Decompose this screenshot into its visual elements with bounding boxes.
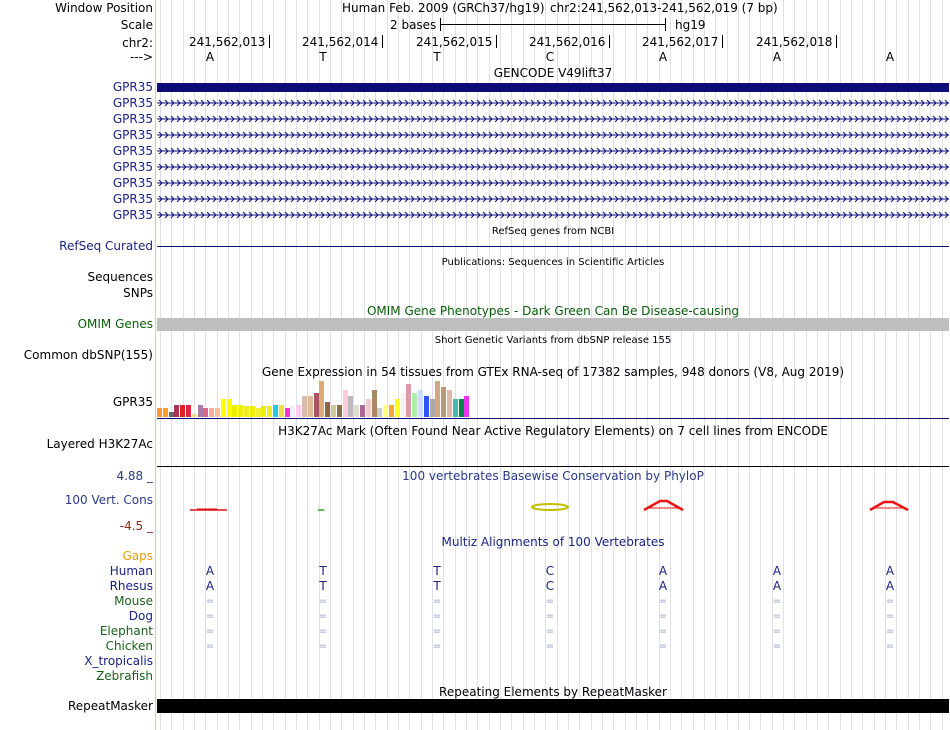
- multiz-species-label[interactable]: Rhesus: [109, 579, 153, 593]
- gtex-tissue-bar[interactable]: [383, 405, 388, 417]
- multiz-base: A: [885, 564, 895, 578]
- gencode-intron-row[interactable]: [157, 146, 949, 156]
- multiz-base: =: [545, 626, 555, 637]
- ruler-coordinate: 241,562,014: [302, 35, 379, 49]
- refseq-gene-line[interactable]: [157, 246, 949, 247]
- ruler-tick: [836, 35, 837, 48]
- gencode-exon-bar[interactable]: [157, 83, 949, 92]
- multiz-base: A: [772, 564, 782, 578]
- multiz-base: T: [433, 564, 441, 578]
- dna-base: C: [545, 50, 555, 64]
- dbsnp-track-label[interactable]: Common dbSNP(155): [23, 348, 153, 362]
- gtex-tissue-bar[interactable]: [360, 405, 365, 417]
- gtex-tissue-bar[interactable]: [180, 405, 185, 417]
- gtex-tissue-bar[interactable]: [453, 399, 458, 417]
- scale-bar-right-end: [665, 18, 666, 31]
- gencode-intron-row[interactable]: [157, 114, 949, 124]
- gencode-intron-row[interactable]: [157, 130, 949, 140]
- ruler-coordinate: 241,562,015: [416, 35, 493, 49]
- multiz-species-label[interactable]: Elephant: [99, 624, 153, 638]
- gtex-tissue-bar[interactable]: [447, 390, 452, 417]
- multiz-species-label[interactable]: Zebrafish: [96, 669, 153, 683]
- repeatmasker-track-label[interactable]: RepeatMasker: [67, 699, 153, 713]
- gtex-tissue-bar[interactable]: [261, 406, 266, 417]
- multiz-base: =: [772, 626, 782, 637]
- gtex-tissue-bar[interactable]: [337, 405, 342, 417]
- multiz-base: =: [205, 596, 215, 607]
- gtex-tissue-bar[interactable]: [273, 405, 278, 417]
- gtex-tissue-bar[interactable]: [325, 402, 330, 417]
- multiz-base: =: [432, 596, 442, 607]
- multiz-base: =: [318, 641, 328, 652]
- multiz-base: =: [318, 626, 328, 637]
- multiz-base: A: [658, 564, 668, 578]
- phylop-track-title: 100 vertebrates Basewise Conservation by PhyloP: [402, 469, 704, 483]
- omim-track-label[interactable]: OMIM Genes: [77, 317, 153, 331]
- gtex-tissue-bar[interactable]: [192, 414, 197, 417]
- multiz-base: T: [319, 579, 327, 593]
- gtex-tissue-bar[interactable]: [354, 405, 359, 417]
- multiz-base: T: [433, 579, 441, 593]
- ruler-tick: [269, 35, 270, 48]
- strand-label[interactable]: --->: [129, 50, 153, 64]
- dna-base: A: [205, 50, 215, 64]
- gtex-gene-line: [157, 418, 949, 419]
- gencode-intron-row[interactable]: [157, 210, 949, 220]
- multiz-base: =: [658, 611, 668, 622]
- gtex-tissue-bar[interactable]: [424, 396, 429, 417]
- multiz-base: A: [772, 579, 782, 593]
- gtex-tissue-bar[interactable]: [209, 408, 214, 417]
- publications-sequences-label[interactable]: Sequences: [87, 270, 153, 284]
- gtex-tissue-bar[interactable]: [377, 408, 382, 417]
- dna-base: A: [772, 50, 782, 64]
- multiz-base: =: [432, 611, 442, 622]
- gencode-gene-label[interactable]: GPR35: [112, 128, 153, 142]
- publications-snps-label[interactable]: SNPs: [123, 286, 153, 300]
- gencode-intron-row[interactable]: [157, 98, 949, 108]
- chromosome-label: chr2:: [122, 36, 153, 50]
- gencode-gene-label[interactable]: GPR35: [112, 160, 153, 174]
- multiz-species-label[interactable]: X_tropicalis: [84, 654, 153, 668]
- multiz-base: =: [205, 611, 215, 622]
- gtex-tissue-bar[interactable]: [238, 405, 243, 417]
- multiz-base: =: [318, 611, 328, 622]
- multiz-base: =: [772, 596, 782, 607]
- gencode-gene-label[interactable]: GPR35: [112, 176, 153, 190]
- ruler-coordinate: 241,562,018: [756, 35, 833, 49]
- gtex-tissue-bar[interactable]: [418, 390, 423, 417]
- gtex-tissue-bar[interactable]: [157, 408, 162, 417]
- gtex-tissue-bar[interactable]: [267, 406, 272, 417]
- h3k27ac-track-title: H3K27Ac Mark (Often Found Near Active Regulatory Elements) on 7 cell lines from ENCODE: [278, 424, 828, 438]
- phylop-mark-4: [644, 501, 683, 510]
- refseq-track-label[interactable]: RefSeq Curated: [59, 239, 153, 253]
- gtex-tissue-bar[interactable]: [232, 405, 237, 417]
- scale-bar: [440, 24, 666, 25]
- multiz-base: A: [885, 579, 895, 593]
- omim-track-title: OMIM Gene Phenotypes - Dark Green Can Be Disease-causing: [366, 304, 740, 318]
- gtex-tissue-bar[interactable]: [203, 408, 208, 417]
- dna-base: A: [658, 50, 668, 64]
- phylop-mark-5: [870, 502, 908, 510]
- multiz-base: =: [772, 641, 782, 652]
- multiz-base: A: [205, 564, 215, 578]
- gtex-tissue-bar[interactable]: [366, 399, 371, 417]
- multiz-base: C: [545, 579, 555, 593]
- gencode-intron-row[interactable]: [157, 194, 949, 204]
- phylop-max-value: 4.88 _: [116, 469, 153, 483]
- gencode-gene-label[interactable]: GPR35: [112, 208, 153, 222]
- dna-base: A: [885, 50, 895, 64]
- ruler-tick: [496, 35, 497, 48]
- gtex-tissue-bar[interactable]: [221, 399, 226, 417]
- gtex-tissue-bar[interactable]: [302, 396, 307, 417]
- ruler-coordinate: 241,562,013: [189, 35, 266, 49]
- phylop-track-label[interactable]: 100 Vert. Cons: [64, 493, 153, 507]
- multiz-species-label[interactable]: Mouse: [114, 594, 153, 608]
- multiz-species-label[interactable]: Dog: [128, 609, 153, 623]
- multiz-base: =: [658, 641, 668, 652]
- phylop-conservation-plot[interactable]: [157, 490, 949, 520]
- multiz-base: =: [885, 611, 895, 622]
- gencode-gene-label[interactable]: GPR35: [112, 192, 153, 206]
- scale-bar-left-end: [440, 18, 441, 31]
- gtex-tissue-bar[interactable]: [464, 396, 469, 417]
- gtex-tissue-bar[interactable]: [308, 396, 313, 417]
- dna-base: T: [433, 50, 441, 64]
- position-readout[interactable]: chr2:241,562,013-241,562,019 (7 bp): [550, 1, 778, 15]
- gencode-intron-row[interactable]: [157, 178, 949, 188]
- omim-feature-bar[interactable]: [157, 318, 949, 331]
- scale-label: Scale: [120, 18, 153, 32]
- multiz-base: =: [432, 626, 442, 637]
- gtex-tissue-bar[interactable]: [395, 399, 400, 417]
- multiz-base: A: [205, 579, 215, 593]
- gencode-gene-label[interactable]: GPR35: [112, 112, 153, 126]
- multiz-base: =: [205, 641, 215, 652]
- gencode-gene-label[interactable]: GPR35: [112, 80, 153, 94]
- gtex-tissue-bar[interactable]: [406, 384, 411, 417]
- gtex-tissue-bar[interactable]: [163, 408, 168, 417]
- gtex-track-label[interactable]: GPR35: [112, 395, 153, 409]
- gtex-tissue-bar[interactable]: [215, 408, 220, 417]
- multiz-base: =: [658, 596, 668, 607]
- multiz-gaps-label[interactable]: Gaps: [122, 549, 153, 563]
- h3k27ac-baseline: [157, 466, 949, 467]
- phylop-min-value: -4.5 _: [119, 519, 153, 533]
- gtex-tissue-bar[interactable]: [186, 405, 191, 417]
- multiz-base: =: [772, 611, 782, 622]
- multiz-base: =: [658, 626, 668, 637]
- multiz-base: =: [885, 641, 895, 652]
- ruler-coordinate: 241,562,016: [529, 35, 606, 49]
- gtex-track-title: Gene Expression in 54 tissues from GTEx RNA-seq of 17382 samples, 948 donors (V8, Aug 2019): [261, 365, 845, 379]
- repeatmasker-element-bar[interactable]: [157, 699, 949, 713]
- gtex-tissue-bar[interactable]: [412, 393, 417, 417]
- multiz-base: =: [432, 641, 442, 652]
- multiz-base: =: [205, 626, 215, 637]
- gtex-tissue-bar[interactable]: [319, 381, 324, 417]
- repeatmasker-track-title: Repeating Elements by RepeatMasker: [439, 685, 667, 699]
- gtex-tissue-bar[interactable]: [348, 396, 353, 417]
- window-position-label: Window Position: [55, 1, 153, 15]
- gencode-track-title: GENCODE V49lift37: [493, 66, 613, 80]
- multiz-species-label[interactable]: Chicken: [105, 639, 153, 653]
- multiz-base: =: [545, 611, 555, 622]
- scale-db: hg19: [675, 18, 706, 32]
- gencode-intron-row[interactable]: [157, 162, 949, 172]
- multiz-base: =: [318, 596, 328, 607]
- ruler-tick: [722, 35, 723, 48]
- phylop-mark-3: [532, 504, 568, 510]
- multiz-base: =: [545, 596, 555, 607]
- gtex-tissue-bar[interactable]: [435, 381, 440, 417]
- dna-base: T: [319, 50, 327, 64]
- ruler-tick: [382, 35, 383, 48]
- dbsnp-track-title: Short Genetic Variants from dbSNP release 155: [434, 335, 672, 346]
- multiz-species-label[interactable]: Human: [109, 564, 153, 578]
- assembly-title: Human Feb. 2009 (GRCh37/hg19): [342, 1, 545, 15]
- gencode-gene-label[interactable]: GPR35: [112, 96, 153, 110]
- gtex-tissue-bar[interactable]: [244, 406, 249, 417]
- multiz-base: =: [885, 626, 895, 637]
- multiz-base: C: [545, 564, 555, 578]
- gtex-tissue-bar[interactable]: [250, 406, 255, 417]
- h3k27ac-track-label[interactable]: Layered H3K27Ac: [46, 437, 153, 451]
- ruler-tick: [609, 35, 610, 48]
- multiz-base: =: [885, 596, 895, 607]
- scale-text: 2 bases: [390, 18, 437, 32]
- gencode-gene-label[interactable]: GPR35: [112, 144, 153, 158]
- gtex-tissue-bar[interactable]: [279, 405, 284, 417]
- multiz-base: T: [319, 564, 327, 578]
- gtex-tissue-bar[interactable]: [296, 405, 301, 417]
- gtex-tissue-bar[interactable]: [331, 405, 336, 417]
- gtex-tissue-bar[interactable]: [290, 406, 295, 417]
- gtex-tissue-bar[interactable]: [441, 387, 446, 417]
- multiz-base: A: [658, 579, 668, 593]
- refseq-track-title: RefSeq genes from NCBI: [491, 226, 615, 237]
- label-separator: [155, 0, 156, 730]
- multiz-base: =: [545, 641, 555, 652]
- multiz-track-title: Multiz Alignments of 100 Vertebrates: [441, 535, 665, 549]
- ruler-coordinate: 241,562,017: [642, 35, 719, 49]
- gtex-tissue-bar[interactable]: [174, 405, 179, 417]
- gtex-tissue-bar[interactable]: [389, 405, 394, 417]
- publications-track-title: Publications: Sequences in Scientific Articles: [441, 257, 665, 268]
